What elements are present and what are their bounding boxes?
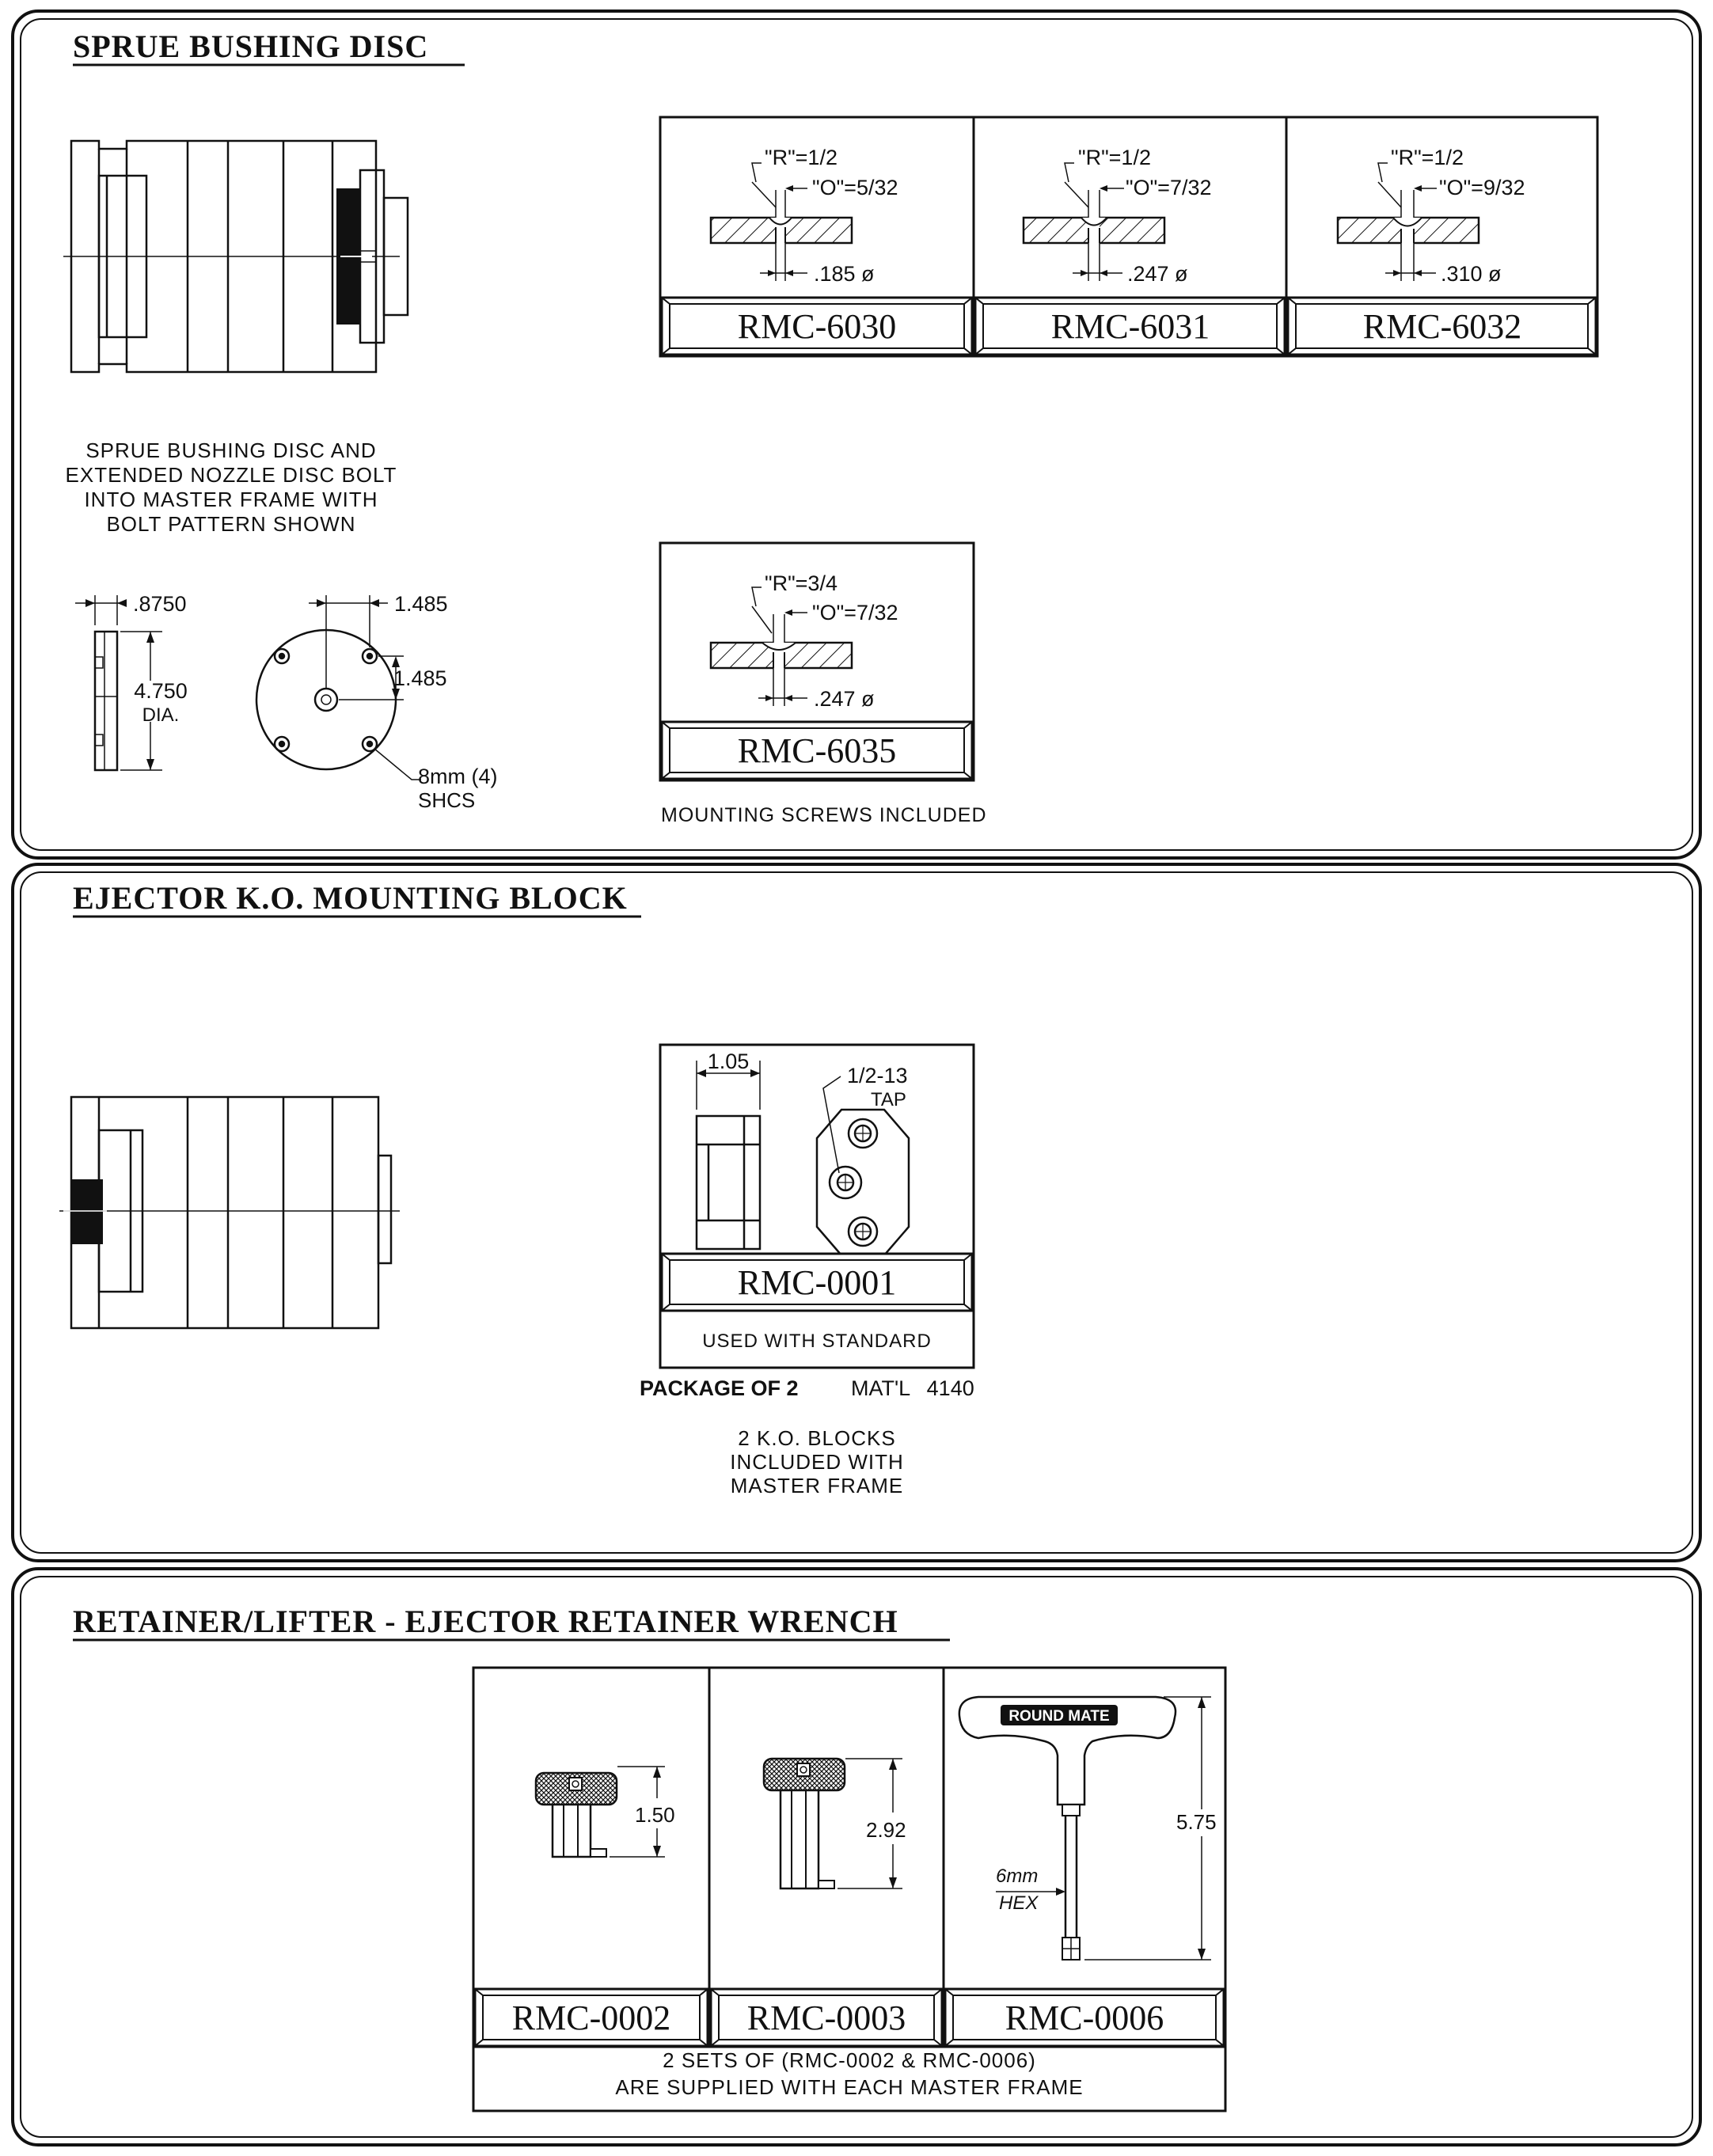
part-cell-rmc-0002 [475,1767,708,2046]
package-label: PACKAGE OF 2 [640,1376,799,1400]
part-number: RMC-6030 [737,307,897,346]
logo-text: ROUND MATE [1008,1708,1110,1725]
material-label: MAT'L 4140 [851,1376,974,1400]
hex-type-label: HEX [999,1892,1039,1914]
diameter-label: .247 ø [1127,262,1188,286]
note-line: ARE SUPPLIED WITH EACH MASTER FRAME [615,2075,1084,2099]
section-title-ejector: EJECTOR K.O. MOUNTING BLOCK [73,880,628,916]
part-number: RMC-0001 [737,1263,897,1302]
part-number: RMC-0003 [746,1998,906,2037]
retainer-note [615,2048,1083,2099]
ko-note [730,1426,904,1497]
part-cell-rmc-0006 [945,1697,1224,2046]
orifice-label: "O"=9/32 [1439,176,1525,199]
radius-label: "R"=1/2 [765,146,838,169]
note-line: 2 K.O. BLOCKS [738,1426,896,1450]
dim-hole-x: 1.485 [394,592,448,616]
part-number: RMC-6031 [1050,307,1210,346]
dim-hole-y: 1.485 [393,666,447,690]
t-wrench-drawing [959,1697,1211,1960]
note-line: SPRUE BUSHING DISC AND [85,438,377,462]
used-with-label: USED WITH STANDARD [702,1330,932,1352]
orifice-label: "O"=7/32 [812,601,898,624]
tap-label: 1/2-13 [847,1064,908,1087]
note-line: INTO MASTER FRAME WITH [84,488,378,511]
part-cell-rmc-6035 [660,543,974,780]
sprue-note [66,438,397,536]
radius-label: "R"=1/2 [1078,146,1151,169]
part-cell-rmc-6030 [662,146,972,355]
part-cell-rmc-0003 [711,1759,942,2046]
note-line: 2 SETS OF (RMC-0002 & RMC-0006) [663,2048,1036,2072]
mounting-note: MOUNTING SCREWS INCLUDED [661,804,987,826]
part-number: RMC-6035 [737,731,897,770]
part-cell-rmc-6032 [1288,146,1596,355]
dim-height: 2.92 [866,1818,906,1842]
dim-height: 5.75 [1176,1810,1217,1834]
diameter-label: .185 ø [814,262,875,286]
tap-label-2: TAP [871,1089,906,1110]
screws-label: 8mm (4) [418,765,498,788]
dim-thickness: .8750 [133,592,187,616]
hex-size-label: 6mm [996,1866,1039,1887]
master-frame-side-view [59,1097,400,1328]
part-number: RMC-6032 [1362,307,1522,346]
ko-block-cell [660,1045,974,1368]
note-line: BOLT PATTERN SHOWN [106,512,356,536]
section-title-sprue: SPRUE BUSHING DISC [73,28,429,64]
note-line: EXTENDED NOZZLE DISC BOLT [65,463,397,487]
orifice-label: "O"=5/32 [812,176,898,199]
section-title-retainer: RETAINER/LIFTER - EJECTOR RETAINER WRENCH [73,1604,898,1639]
radius-label: "R"=1/2 [1391,146,1464,169]
diameter-label: .310 ø [1441,262,1502,286]
part-number: RMC-0002 [511,1998,671,2037]
note-line: INCLUDED WITH [730,1450,904,1474]
screws-type-label: SHCS [418,788,476,812]
ko-block-side-view [697,1061,760,1249]
radius-label: "R"=3/4 [765,571,838,595]
dim-diameter: 4.750 [134,679,188,703]
part-number: RMC-0006 [1005,1998,1164,2037]
diameter-label: .247 ø [814,687,875,711]
orifice-label: "O"=7/32 [1126,176,1212,199]
ko-block-highlight [71,1179,103,1244]
dim-dia-label: DIA. [142,704,180,726]
part-cell-rmc-6031 [975,146,1285,355]
note-line: MASTER FRAME [730,1474,904,1497]
dim-height: 1.50 [635,1803,675,1827]
dim-width: 1.05 [707,1050,750,1073]
